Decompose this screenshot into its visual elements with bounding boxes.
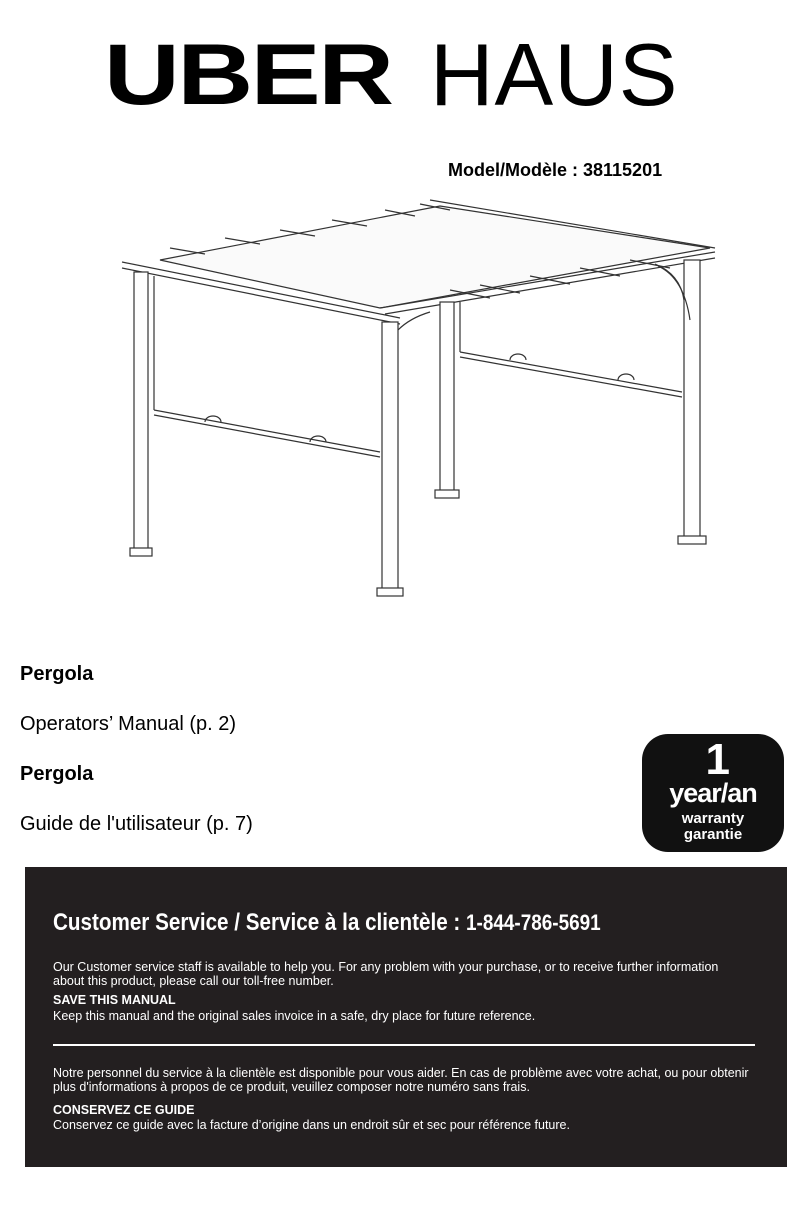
brand-logo-bold: UBER bbox=[104, 27, 392, 123]
brand-logo-light: HAUS bbox=[430, 25, 679, 124]
customer-service-heading bbox=[53, 909, 601, 937]
warranty-number: 1 bbox=[705, 735, 730, 784]
customer-service-text-fr: Notre personnel du service à la clientèle est disponible pour vous aider. En cas de problème avec votre achat, ou pour obtenir plus d'informations à propos de ce produit, veuillez composer notre numéro sans frais. bbox=[53, 1066, 749, 1094]
customer-service-phone: 1-844-786-5691 bbox=[466, 910, 601, 935]
section-subtitle-en: Operators’ Manual (p. 2) bbox=[20, 713, 237, 735]
warranty-unit: year/an bbox=[669, 778, 757, 808]
model-number: Model/Modèle : 38115201 bbox=[448, 160, 663, 180]
section-title-fr: Pergola bbox=[20, 763, 94, 785]
conserve-guide-text: Conservez ce guide avec la facture d’origine dans un endroit sûr et sec pour référence future. bbox=[53, 1118, 570, 1132]
conserve-guide-title: CONSERVEZ CE GUIDE bbox=[53, 1103, 195, 1117]
brand-logo bbox=[104, 25, 704, 124]
customer-service-panel bbox=[25, 867, 787, 1167]
customer-service-text-en: Our Customer service staff is available to help you. For any problem with your purchase, or to receive further information about this product, please call our toll-free number. bbox=[53, 960, 719, 988]
save-manual-text: Keep this manual and the original sales invoice in a safe, dry place for future reference. bbox=[53, 1009, 536, 1023]
pergola-illustration bbox=[110, 190, 730, 610]
warranty-label-fr: garantie bbox=[683, 826, 743, 843]
divider bbox=[53, 1044, 755, 1046]
warranty-badge bbox=[642, 734, 784, 852]
customer-service-title: Customer Service / Service à la clientèle : bbox=[53, 909, 461, 936]
section-subtitle-fr: Guide de l'utilisateur (p. 7) bbox=[20, 813, 253, 835]
save-manual-title: SAVE THIS MANUAL bbox=[53, 993, 176, 1007]
section-title-en: Pergola bbox=[20, 663, 94, 685]
warranty-label-en: warranty bbox=[681, 810, 745, 827]
